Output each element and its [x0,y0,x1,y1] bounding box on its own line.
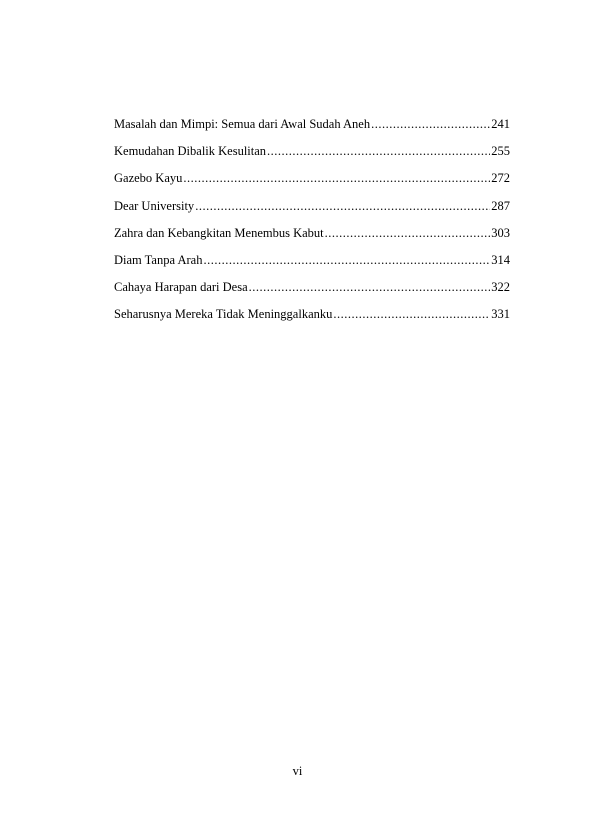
toc-entry [114,165,510,192]
toc-entry-page: 314 [491,252,510,267]
page-number: vi [292,764,303,778]
toc-entry-title: Seharusnya Mereka Tidak Meninggalkanku [114,307,333,322]
toc-entry-title: Cahaya Harapan dari Desa [114,280,248,295]
toc-entry [114,247,510,274]
toc-dot-leader [333,301,490,328]
toc-entry-page: 303 [491,225,510,240]
toc-entry-page: 241 [491,117,510,131]
toc-entry [114,111,510,138]
toc-entry-title: Masalah dan Mimpi: Semua dari Awal Sudah Aneh [114,117,371,131]
toc-dot-leader [325,220,491,247]
toc-entry-title: Kemudahan Dibalik Kesulitan [114,144,267,159]
toc-entry-page: 322 [491,280,510,295]
toc-entry [114,138,510,165]
toc-entry-page: 272 [491,171,510,186]
toc-entry-title: Gazebo Kayu [114,171,183,186]
toc-entry-title: Zahra dan Kebangkitan Menembus Kabut [114,225,324,240]
table-of-contents [114,111,510,329]
toc-dot-leader [249,274,491,301]
toc-entry [114,274,510,301]
toc-entry [114,220,510,247]
toc-dot-leader [183,165,490,192]
toc-dot-leader [267,138,490,165]
toc-entry-title: Diam Tanpa Arah [114,252,203,267]
toc-entry-page: 331 [491,307,510,322]
toc-entry [114,193,510,220]
toc-dot-leader [195,193,490,220]
toc-dot-leader [203,247,490,274]
toc-entry-page: 287 [491,198,510,213]
toc-entry [114,301,510,328]
toc-dot-leader [371,111,490,138]
toc-entry-page: 255 [491,144,510,159]
toc-entry-title: Dear University [114,198,195,213]
